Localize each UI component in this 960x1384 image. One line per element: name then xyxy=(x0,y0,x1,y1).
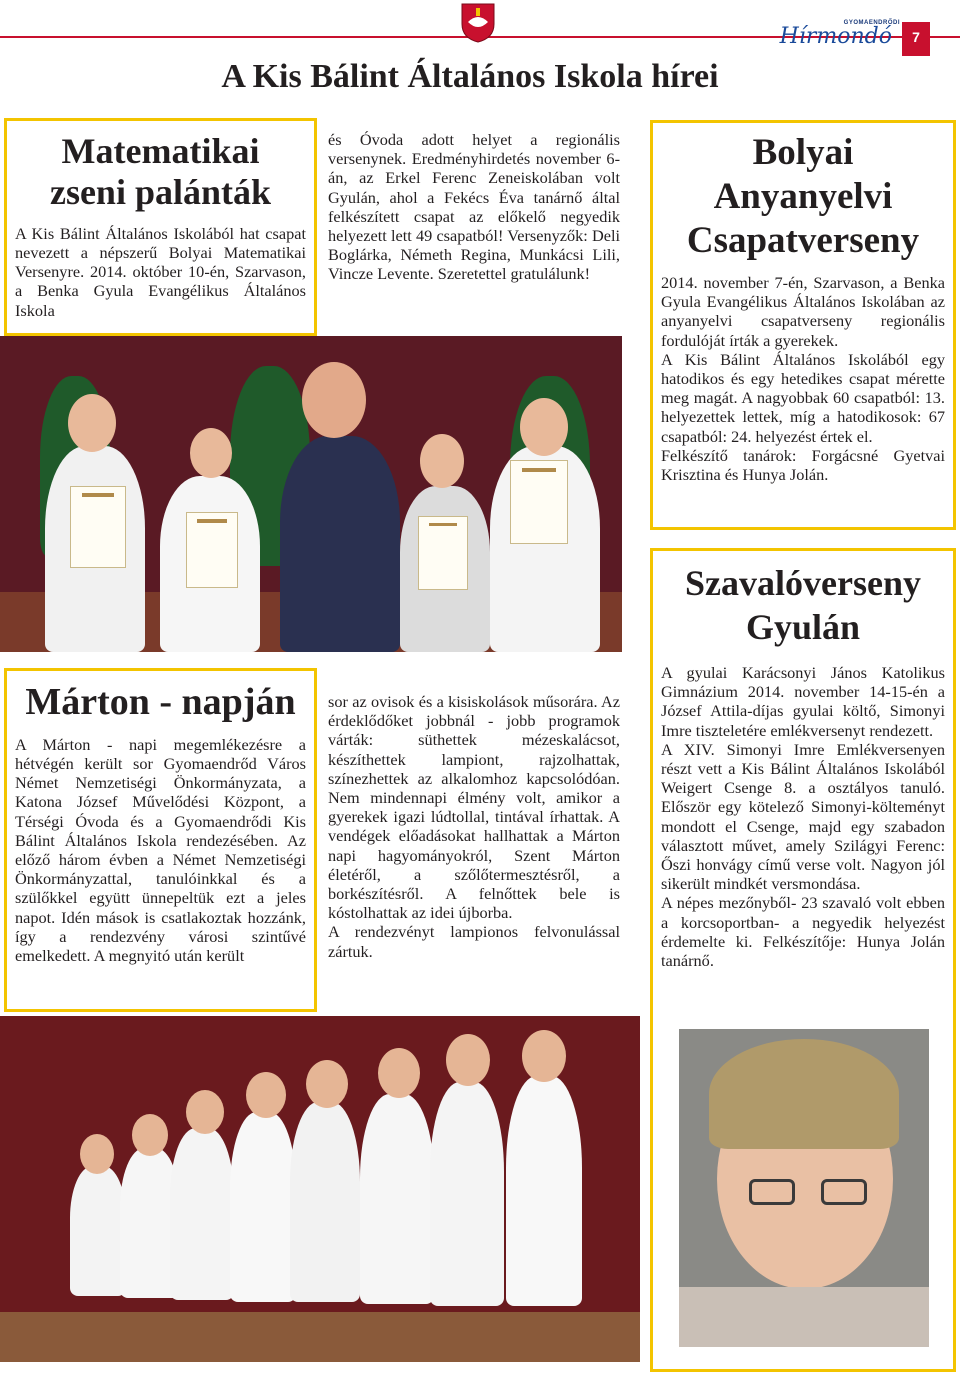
bolyai-body xyxy=(661,273,945,484)
marton-title: Márton - napján xyxy=(25,681,296,723)
title-line: Szavalóverseny xyxy=(685,563,921,603)
masthead-small: GYOMAENDRŐDI xyxy=(843,20,900,26)
page-number: 7 xyxy=(902,22,930,56)
matematikai-body-left: A Kis Bálint Általános Iskolából hat csapat nevezett a népszerű Bolyai Matematikai Versenyre. 2014. október 10-én, Szarvason, a Benka Gyula Evangélikus Általános Iskola xyxy=(15,223,306,320)
title-line: Matematikai xyxy=(61,131,260,171)
marton-body-right xyxy=(328,692,620,961)
paragraph: A rendezvényt lampionos felvonulással zártuk. xyxy=(328,922,620,961)
section-title: A Kis Bálint Általános Iskola hírei xyxy=(221,58,719,95)
bolyai-title xyxy=(653,131,953,263)
matematikai-body-right: és Óvoda adott helyet a regionális versenynek. Eredményhirdetés november 6-án, az Erkel Ferenc Zeneiskolában volt Gyulán, ahol a Fekécs Éva tanárnő által felkészített csapat az előkelő negyedik helyezett lett 49 csapatból! Versenyzők: Deli Boglárka, Németh Regina, Munkácsi Lili, Vincze Levente. Szeretettel gratulálunk! xyxy=(328,130,620,284)
paragraph: A XIV. Simonyi Imre Emlékversenyen részt vett a Kis Bálint Általános Iskolából Weigert Csenge 8. a osztályos tanuló. Először egy kötelező Simonyi-költeményt mondott el Csenge, majd egy szabadon választott művet, amely Szilágyi Ferenc: Őszi honvágy című verse volt. Nagyon jól sikerült mindkét versmondása. xyxy=(661,739,945,894)
title-line: Csapatverseny xyxy=(686,220,920,261)
paragraph: A gyulai Karácsonyi János Katolikus Gimnázium 2014. november 14-15-én a József Attila-díjas gyulai költő, Simonyi Imre tiszteletére emlékversenyt rendezett. xyxy=(661,663,945,740)
title-line: Anyanyelvi xyxy=(713,176,893,217)
paragraph: Felkészítő tanárok: Forgácsné Gyetvai Krisztina és Hunya Jolán. xyxy=(661,445,945,485)
szavalo-title xyxy=(653,561,953,649)
masthead xyxy=(779,20,930,50)
portrait-photo xyxy=(679,1029,929,1347)
paragraph: A Kis Bálint Általános Iskolából egy hatodikos és egy hetedikes csapat mérette meg magát. A nagyobbak 60 csapatból: 13. helyezettek lettek, míg a hatodikosok: 67 csapatból: 24. helyezést értek el. xyxy=(661,349,945,446)
szavalo-body xyxy=(661,663,945,970)
paragraph: 2014. november 7-én, Szarvason, a Benka Gyula Evangélikus Általános Iskolában az anyanyelvi csapatverseny regionális fordulóját írták a gyerekek. xyxy=(661,273,945,350)
award-group-photo xyxy=(0,336,622,652)
title-line: Bolyai xyxy=(752,132,854,173)
matematikai-title xyxy=(7,131,314,214)
masthead-title: Hírmondó xyxy=(779,24,892,49)
children-stage-photo xyxy=(0,1016,640,1362)
szavalo-box xyxy=(650,548,956,1372)
matematikai-box xyxy=(4,118,317,336)
title-line: Gyulán xyxy=(745,607,861,647)
marton-body-left: A Márton - napi megemlékezésre a hétvégén került sor Gyomaendrőd Város Német Nemzetiségi Önkormányzata, a Katona József Művelődési Központ, a Térségi Óvoda és a Gyomaendrődi Kis Bálint Általános Iskola rendezésében. Az előző három évben a Német Nemzetiségi Önkormányzattal, tanulóinkkal és a szülőkkel együtt ünnepeltük ezt a jeles napot. Idén mások is csatlakoztak hozzánk, így a rendezvény városi szintűvé emelkedett. A megnyitó után került xyxy=(15,734,306,965)
bolyai-box xyxy=(650,120,956,530)
paragraph: A népes mezőnyből- 23 szavaló volt ebben a korcsoportban- a negyedik helyezést érdemelte ki. Felkészítője: Hunya Jolán tanárnő. xyxy=(661,893,945,971)
paragraph: sor az ovisok és a kisiskolások műsorára. Az érdeklődőket jobbnál - jobb programok várták: süthettek mézeskalácsot, készíthettek lampiont, rajzolhattak, színezhettek az alkalomhoz kapcsolódóan. Nem mindennapi élmény volt, amikor a gyerekek igazi lúdtollal, tintával írhattak. A vendégek előadásokat hallhattak a Márton napi hagyományokról, Szent Márton életéről, a szőlőtermesztésről, a borkészítésről. A felnőttek bele is kóstolhattak az idei újborba. xyxy=(328,692,620,923)
town-crest-icon xyxy=(460,2,496,44)
title-line: zseni palánták xyxy=(49,172,272,213)
marton-box xyxy=(4,668,317,1012)
